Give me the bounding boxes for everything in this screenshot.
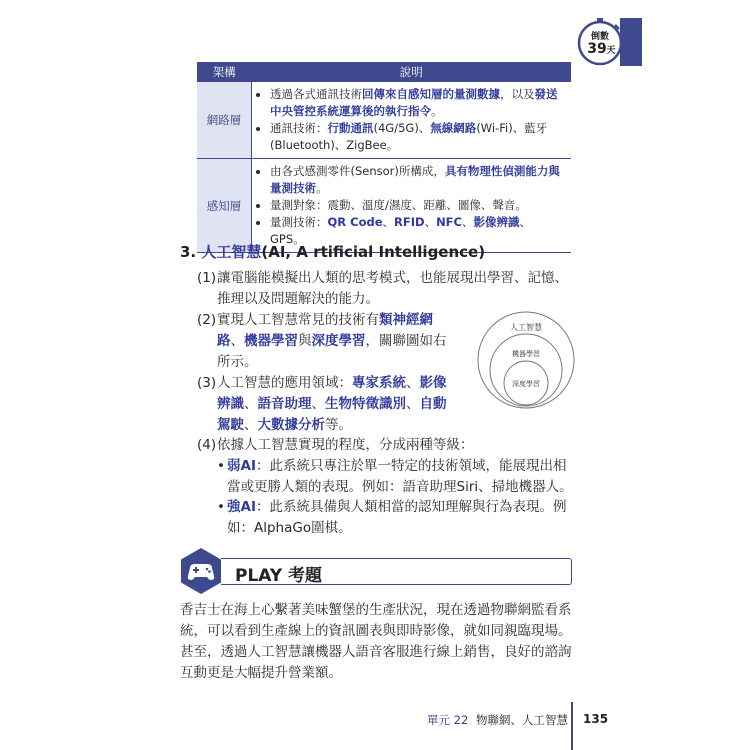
highlight-text: 專家系統 (352, 375, 406, 391)
text-line (217, 310, 457, 331)
text-segment: 等。 (325, 417, 352, 433)
bullet-dot: • (217, 499, 225, 515)
highlight-text: NFC (436, 215, 462, 229)
text-segment: 、 (424, 215, 437, 229)
text-segment: 。 (431, 104, 443, 118)
text-line (217, 373, 457, 394)
section-number: 3. (180, 243, 197, 261)
bullet-dot: • (217, 458, 225, 474)
text-segment: ，以及 (500, 87, 535, 101)
table-header-description: 說明 (252, 62, 572, 82)
text-line (217, 289, 567, 310)
paragraph-line: 香吉士在海上心繫著美味蟹堡的生產狀況，現在透過物聯網監看系 (180, 602, 572, 618)
highlight-text: RFID (394, 215, 425, 229)
text-segment: 、 (406, 396, 420, 412)
text-segment: ，關聯圖如右 (365, 333, 447, 349)
text-segment: (Wi-Fi)、藍牙(Bluetooth)、ZigBee。 (270, 121, 548, 152)
item-text (217, 310, 457, 373)
footer-title: 物聯網、人工智慧 (476, 713, 568, 727)
highlight-text: 機器學習 (244, 333, 298, 349)
highlight-text: 發送中央管控系統運算後的執行指令 (270, 87, 558, 118)
badge-number: 39 (587, 41, 607, 57)
text-line (217, 415, 457, 436)
bullet-item (270, 86, 565, 120)
table-row-description (252, 159, 572, 253)
text-segment: 所示。 (217, 354, 258, 370)
table-row (197, 159, 571, 253)
section-title (180, 241, 485, 262)
text-segment: (4G/5G)、 (373, 121, 431, 135)
item-text (217, 373, 457, 436)
architecture-table (197, 62, 571, 253)
item-number: (3) (197, 375, 217, 391)
highlight-text: 強AI (227, 499, 256, 515)
paragraph-line: 統，可以看到生產線上的資訊圖表與即時影像，就如同親臨現場。 (180, 623, 572, 639)
text-segment: 量測對象：震動、溫度/濕度、距離、圖像、聲音。 (270, 198, 527, 212)
highlight-text: 語音助理 (257, 396, 312, 412)
text-segment: ：此系統具備與人類相當的認知理解與行為表現。例 (255, 499, 567, 515)
badge-label: 倒數 (590, 32, 610, 42)
text-segment: 依據人工智慧實現的程度，分成兩種等級： (217, 437, 474, 453)
text-line (217, 352, 457, 373)
highlight-text: 類神經網 (379, 312, 433, 328)
countdown-clock-icon (575, 17, 625, 67)
table-row-label: 網路層 (197, 82, 252, 159)
highlight-text: 具有物理性偵測能力與量測技術 (270, 164, 560, 195)
text-segment: 、 (311, 396, 325, 412)
footer-divider (571, 702, 573, 750)
highlight-text: 駕駛 (217, 417, 244, 433)
text-segment: 、 (461, 215, 474, 229)
ai-relationship-diagram (476, 310, 576, 410)
highlight-text: 影像辨識 (473, 215, 520, 229)
footer-unit: 單元 22 (427, 713, 469, 727)
text-segment: 如：AlphaGo圍棋。 (227, 520, 352, 536)
text-line (227, 456, 577, 477)
highlight-text: 深度學習 (311, 333, 366, 349)
highlight-text: 辨識 (217, 396, 244, 412)
play-title: PLAY 考題 (235, 566, 323, 586)
text-segment: 、GPS。 (270, 215, 531, 246)
page-number: 135 (583, 712, 609, 726)
text-segment: 實現人工智慧常見的技術有 (217, 312, 379, 328)
text-segment: 、 (382, 215, 395, 229)
section-title-en: (AI, A rtificial Intelligence) (261, 243, 486, 261)
text-line (227, 477, 577, 498)
highlight-text: 回傳來自感知層的量測數據 (362, 87, 500, 101)
text-segment: 透過各式通訊技術 (270, 87, 362, 101)
bullet-item (270, 197, 565, 214)
table-header-architecture: 架構 (197, 62, 252, 82)
highlight-text: 行動通訊 (327, 121, 374, 135)
highlight-text: 無線網路 (430, 121, 477, 135)
section-title-cn: 人工智慧 (201, 243, 262, 261)
highlight-text: 生物特徵識別 (325, 396, 406, 412)
text-line (217, 331, 457, 352)
text-segment: 人工智慧的應用領域： (217, 375, 352, 391)
text-line (217, 268, 567, 289)
text-segment: 讓電腦能模擬出人類的思考模式，也能展現出學習、記憶、 (217, 270, 568, 286)
text-segment: 。 (316, 181, 328, 195)
gamepad-icon (180, 547, 222, 595)
text-segment: 、 (244, 396, 258, 412)
paragraph-line: 甚至，透過人工智慧讓機器人語音客服進行線上銷售，良好的諮詢 (180, 644, 572, 660)
item-number: (2) (197, 312, 217, 328)
highlight-text: 影像 (419, 375, 447, 391)
venn-inner-label: 深度學習 (512, 380, 540, 388)
item-text (217, 268, 567, 310)
text-line (227, 518, 577, 539)
text-segment: 當或更勝人類的表現。例如：語音助理Siri、掃地機器人。 (227, 479, 573, 495)
venn-outer-label: 人工智慧 (510, 323, 542, 332)
item-number: (4) (197, 437, 217, 453)
highlight-text: 弱AI (227, 458, 256, 474)
text-line (217, 435, 567, 456)
table-row-description (252, 82, 572, 159)
paragraph-line: 互動更是大幅提升營業額。 (180, 665, 342, 681)
text-segment: ：此系統只專注於單一特定的技術領域，能展現出相 (255, 458, 567, 474)
text-segment: 通訊技術： (270, 121, 328, 135)
highlight-text: QR Code (327, 215, 383, 229)
text-line (227, 497, 577, 518)
table-row (197, 82, 571, 159)
sub-item-text (227, 456, 577, 498)
item-text (217, 435, 567, 456)
text-segment: 、 (406, 375, 420, 391)
table-row-label: 感知層 (197, 159, 252, 253)
text-segment: 、 (244, 417, 258, 433)
highlight-text: 大數據分析 (257, 417, 325, 433)
text-segment: 推理以及問題解決的能力。 (217, 291, 379, 307)
venn-middle-label: 機器學習 (512, 350, 540, 358)
bullet-item (270, 120, 565, 154)
text-segment: 與 (298, 333, 312, 349)
bullet-item (270, 163, 565, 197)
badge-unit: 天 (606, 46, 616, 56)
text-segment: 、 (230, 333, 244, 349)
highlight-text: 自動 (419, 396, 447, 412)
sub-item-text (227, 497, 577, 539)
highlight-text: 路 (217, 333, 231, 349)
text-segment: 量測技術： (270, 215, 328, 229)
item-number: (1) (197, 270, 217, 286)
exam-paragraph (180, 600, 575, 684)
text-segment: 由各式感測零件(Sensor)所構成， (270, 164, 445, 178)
text-line (217, 394, 457, 415)
